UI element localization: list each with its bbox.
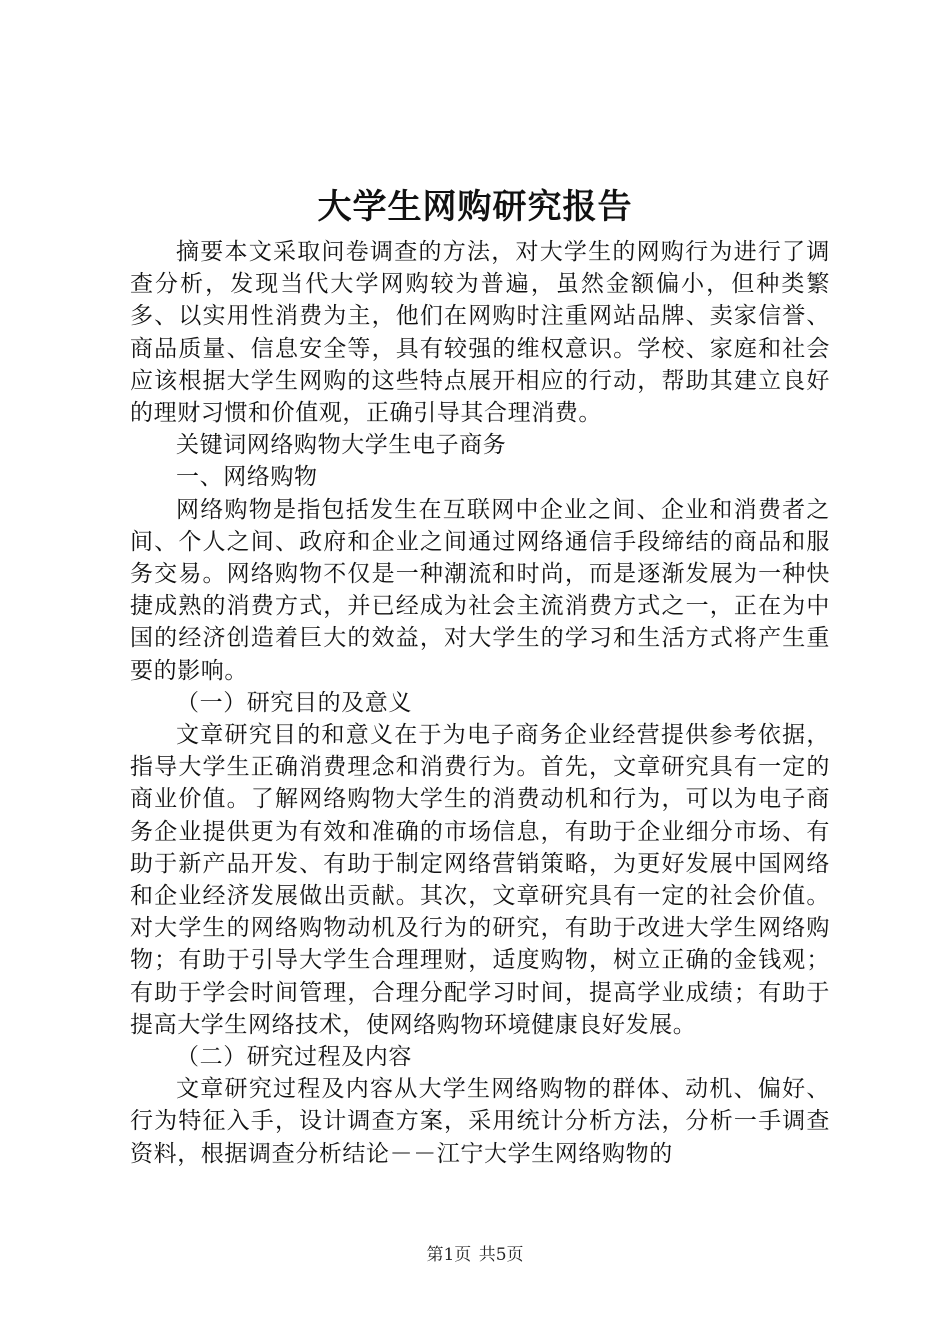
document-body <box>130 236 830 1170</box>
document-title: 大学生网购研究报告 <box>317 187 633 227</box>
section-paragraph-online-shopping: 网络购物是指包括发生在互联网中企业之间、企业和消费者之间、个人之间、政府和企业之间通过网络通信手段缔结的商品和服务交易。网络购物不仅是一种潮流和时尚，而是逐渐发展为一种快捷成熟的消费方式，并已经成为社会主流消费方式之一，正在为中国的经济创造着巨大的效益，对大学生的学习和生活方式将产生重要的影响。 <box>130 496 830 684</box>
subsection-paragraph-process: 文章研究过程及内容从大学生网络购物的群体、动机、偏好、行为特征入手，设计调查方案，采用统计分析方法，分析一手调查资料，根据调查分析结论－－江宁大学生网络购物的 <box>130 1076 830 1167</box>
abstract-paragraph: 摘要本文采取问卷调查的方法，对大学生的网购行为进行了调查分析，发现当代大学网购较为普遍，虽然金额偏小，但种类繁多、以实用性消费为主，他们在网购时注重网站品牌、卖家信誉、商品质量、信息安全等，具有较强的维权意识。学校、家庭和社会应该根据大学生网购的这些特点展开相应的行动，帮助其建立良好的理财习惯和价值观，正确引导其合理消费。 <box>130 239 830 427</box>
page-footer: 第1页 共5页 <box>426 1245 524 1265</box>
subsection-paragraph-purpose: 文章研究目的和意义在于为电子商务企业经营提供参考依据，指导大学生正确消费理念和消费行为。首先，文章研究具有一定的商业价值。了解网络购物大学生的消费动机和行为，可以为电子商务企业提供更为有效和准确的市场信息，有助于企业细分市场、有助于新产品开发、有助于制定网络营销策略，为更好发展中国网络和企业经济发展做出贡献。其次，文章研究具有一定的社会价值。对大学生的网络购物动机及行为的研究，有助于改进大学生网络购物；有助于引导大学生合理理财，适度购物，树立正确的金钱观；有助于学会时间管理，合理分配学习时间，提高学业成绩；有助于提高大学生网络技术，使网络购物环境健康良好发展。 <box>130 722 830 1038</box>
keywords-line: 关键词网络购物大学生电子商务 <box>176 432 507 459</box>
subsection-heading-process: （二）研究过程及内容 <box>176 1044 412 1071</box>
subsection-heading-purpose: （一）研究目的及意义 <box>176 689 412 716</box>
section-heading-online-shopping: 一、网络购物 <box>176 464 318 491</box>
